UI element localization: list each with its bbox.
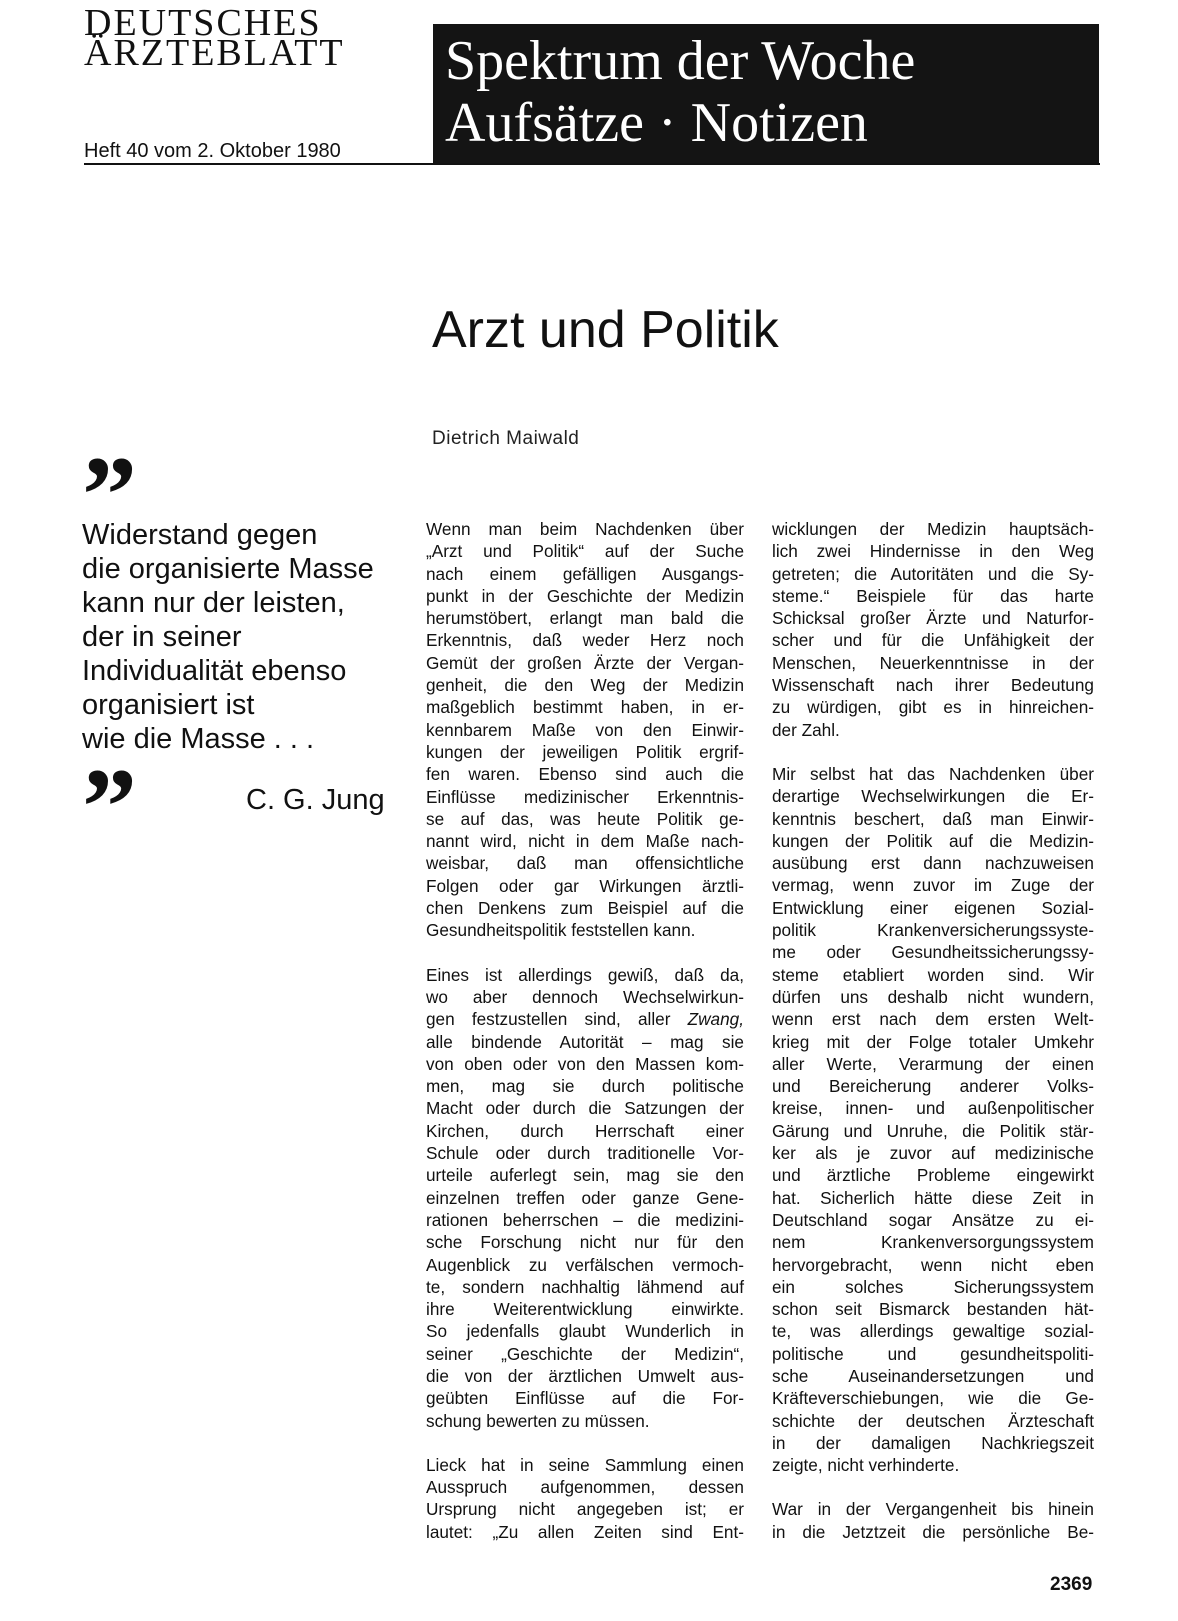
text-line: Folgen oder gar Wirkungen ärztli- — [426, 875, 744, 896]
text-line: aller Werte, Verarmung der einen — [772, 1053, 1094, 1074]
text-line: vermag, wenn zuvor im Zuge der — [772, 875, 1094, 896]
text-line: zu würdigen, gibt es in hinreichen- — [772, 697, 1094, 718]
banner-line-1: Spektrum der Woche — [445, 30, 916, 92]
text-line: hervorgebracht, wenn nicht eben — [772, 1254, 1094, 1275]
text-line: gen festzustellen sind, aller Zwang, — [426, 1009, 744, 1030]
text-line: rationen beherrschen – die medizini- — [426, 1209, 744, 1230]
text-line: fen waren. Ebenso sind auch die — [426, 764, 744, 785]
article-column-left — [426, 518, 744, 1565]
text-line: me oder Gesundheitssicherungssy- — [772, 942, 1094, 963]
masthead-line-1: DEUTSCHES — [84, 2, 322, 44]
text-line: dürfen uns deshalb nicht wundern, — [772, 986, 1094, 1007]
text-line: „Arzt und Politik“ auf der Suche — [426, 541, 744, 562]
text-line: sche Forschung nicht nur für den — [426, 1232, 744, 1253]
page-number: 2369 — [1050, 1574, 1093, 1595]
text-line: einzelnen treffen oder ganze Gene- — [426, 1187, 744, 1208]
quote-line: Widerstand gegen — [82, 519, 318, 551]
paragraph — [772, 763, 1094, 1477]
text-line: Entwicklung einer eigenen Sozial- — [772, 897, 1094, 918]
text-line: punkt in der Geschichte der Medizin — [426, 585, 744, 606]
journal-masthead — [84, 2, 345, 74]
text-line: Deutschland sogar Ansätze zu ei- — [772, 1209, 1094, 1230]
article-author: Dietrich Maiwald — [432, 428, 580, 449]
text-line: zeigte, nicht verhinderte. — [772, 1455, 960, 1476]
quote-line: der in seiner — [82, 621, 242, 653]
paragraph — [772, 518, 1094, 741]
text-line: Wenn man beim Nachdenken über — [426, 519, 744, 539]
text-line: ker als je zuvor auf medizinische — [772, 1143, 1094, 1164]
text-line: Einflüsse medizinischer Erkenntnis- — [426, 786, 744, 807]
text-line: nannt wird, nicht in dem Maße nach- — [426, 831, 744, 852]
text-line: wenn erst nach dem ersten Welt- — [772, 1009, 1094, 1030]
text-line: maßgeblich bestimmt haben, in er- — [426, 697, 744, 718]
text-line: geübten Einflüsse auf die For- — [426, 1388, 744, 1409]
text-line: von oben oder von den Massen kom- — [426, 1053, 744, 1074]
text-line: krieg mit der Folge totaler Umkehr — [772, 1031, 1094, 1052]
section-banner — [433, 24, 1099, 164]
text-line: kenntnis beschert, daß man Einwir- — [772, 808, 1094, 829]
text-line: wicklungen der Medizin hauptsäch- — [772, 519, 1094, 539]
text-line: sche Auseinandersetzungen und — [772, 1365, 1094, 1386]
pull-quote — [82, 518, 402, 756]
text-line: in die Jetztzeit die persönliche Be- — [772, 1521, 1094, 1542]
text-line: Schule oder durch traditionelle Vor- — [426, 1143, 744, 1164]
paragraph — [426, 1454, 744, 1543]
text-line: die von der ärztlichen Umwelt aus- — [426, 1365, 744, 1386]
text-line: schichte der deutschen Ärzteschaft — [772, 1410, 1094, 1431]
text-line: der Zahl. — [772, 719, 840, 740]
masthead-line-2: ÄRZTEBLATT — [84, 32, 345, 74]
text-line: Mir selbst hat das Nachdenken über — [772, 763, 1094, 784]
quote-source: C. G. Jung — [246, 784, 385, 816]
text-line: War in der Vergangenheit bis hinein — [772, 1499, 1094, 1520]
quote-line: kann nur der leisten, — [82, 587, 345, 619]
text-line: So jedenfalls glaubt Wunderlich in — [426, 1321, 744, 1342]
text-line: steme etabliert worden sind. Wir — [772, 964, 1094, 985]
banner-line-2: Aufsätze · Notizen — [445, 92, 868, 154]
text-line: Ursprung nicht angegeben ist; er — [426, 1499, 744, 1520]
header-divider — [84, 163, 1100, 165]
text-line: Kräfteverschiebungen, wie die Ge- — [772, 1388, 1094, 1409]
text-line: kungen der jeweiligen Politik ergrif- — [426, 741, 744, 762]
text-line: getreten; die Autoritäten und die Sy- — [772, 563, 1094, 584]
text-line: Gemüt der großen Ärzte der Vergan- — [426, 652, 744, 673]
paragraph — [772, 1498, 1094, 1543]
text-line: lich zwei Hindernisse in den Weg — [772, 541, 1094, 562]
text-line: alle bindende Autorität – mag sie — [426, 1031, 744, 1052]
text-line: nach einem gefälligen Ausgangs- — [426, 563, 744, 584]
text-line: Gärung und Unruhe, die Politik stär- — [772, 1120, 1094, 1141]
text-line: lautet: „Zu allen Zeiten sind Ent- — [426, 1521, 744, 1542]
text-line: Schicksal großer Ärzte und Naturfor- — [772, 608, 1094, 629]
text-line: kennbarem Maße von den Einwir- — [426, 719, 744, 740]
text-line: Macht oder durch die Satzungen der — [426, 1098, 744, 1119]
text-line: derartige Wechselwirkungen die Er- — [772, 786, 1094, 807]
text-line: Kirchen, durch Herrschaft einer — [426, 1120, 744, 1141]
text-line: Augenblick zu verfälschen vermoch- — [426, 1254, 744, 1275]
text-line: Lieck hat in seine Sammlung einen — [426, 1454, 744, 1475]
text-line: men, mag sie durch politische — [426, 1076, 744, 1097]
text-line: nem Krankenversorgungssystem — [772, 1232, 1094, 1253]
quote-line: Individualität ebenso — [82, 655, 347, 687]
text-line: politische und gesundheitspoliti- — [772, 1343, 1094, 1364]
quote-line: wie die Masse . . . — [82, 723, 315, 755]
quote-line: die organisierte Masse — [82, 553, 374, 585]
text-line: wo aber dennoch Wechselwirkun- — [426, 986, 744, 1007]
text-line: Eines ist allerdings gewiß, daß da, — [426, 964, 744, 985]
text-line: kreise, innen- und außenpolitischer — [772, 1098, 1094, 1119]
quote-open-mark: ” — [82, 434, 137, 556]
paragraph — [426, 518, 744, 942]
text-line: seiner „Geschichte der Medizin“, — [426, 1343, 744, 1364]
text-line: steme.“ Beispiele für das harte — [772, 585, 1094, 606]
paragraph — [426, 964, 744, 1432]
article-column-right — [772, 518, 1094, 1565]
text-line: schon seit Bismarck bestanden hät- — [772, 1299, 1094, 1320]
text-line: ihre Weiterentwicklung einwirkte. — [426, 1299, 744, 1320]
text-line: Wissenschaft nach ihrer Bedeutung — [772, 675, 1094, 696]
quote-close-mark: ” — [82, 746, 137, 868]
text-line: te, sondern nachhaltig lähmend auf — [426, 1276, 744, 1297]
text-line: kungen der Politik auf die Medizin- — [772, 830, 1094, 851]
text-line: schung bewerten zu müssen. — [426, 1410, 650, 1431]
text-line: Menschen, Neuerkenntnisse in der — [772, 652, 1094, 673]
text-line: urteile auferlegt sein, mag sie den — [426, 1165, 744, 1186]
text-line: scher und für die Unfähigkeit der — [772, 630, 1094, 651]
text-line: politik Krankenversicherungssyste- — [772, 920, 1094, 941]
article-title: Arzt und Politik — [432, 301, 779, 359]
text-line: Gesundheitspolitik feststellen kann. — [426, 920, 696, 941]
text-line: in der damaligen Nachkriegszeit — [772, 1432, 1094, 1453]
text-line: hat. Sicherlich hätte diese Zeit in — [772, 1187, 1094, 1208]
issue-info: Heft 40 vom 2. Oktober 1980 — [84, 140, 341, 162]
text-line: herumstöbert, erlangt man bald die — [426, 608, 744, 629]
text-line: weisbar, daß man offensichtliche — [426, 853, 744, 874]
text-line: te, was allerdings gewaltige sozial- — [772, 1321, 1094, 1342]
text-line: chen Denkens zum Beispiel auf die — [426, 898, 744, 919]
text-line: ausübung erst dann nachzuweisen — [772, 853, 1094, 874]
text-line: und Bereicherung anderer Volks- — [772, 1076, 1094, 1097]
quote-line: organisiert ist — [82, 689, 255, 721]
text-line: genheit, die den Weg der Medizin — [426, 675, 744, 696]
text-line: Ausspruch aufgenommen, dessen — [426, 1477, 744, 1498]
text-line: ein solches Sicherungssystem — [772, 1276, 1094, 1297]
text-line: se auf das, was heute Politik ge- — [426, 808, 744, 829]
text-line: Erkenntnis, daß weder Herz noch — [426, 630, 744, 651]
text-line: und ärztliche Probleme eingewirkt — [772, 1165, 1094, 1186]
emphasis: Zwang, — [687, 1009, 744, 1030]
